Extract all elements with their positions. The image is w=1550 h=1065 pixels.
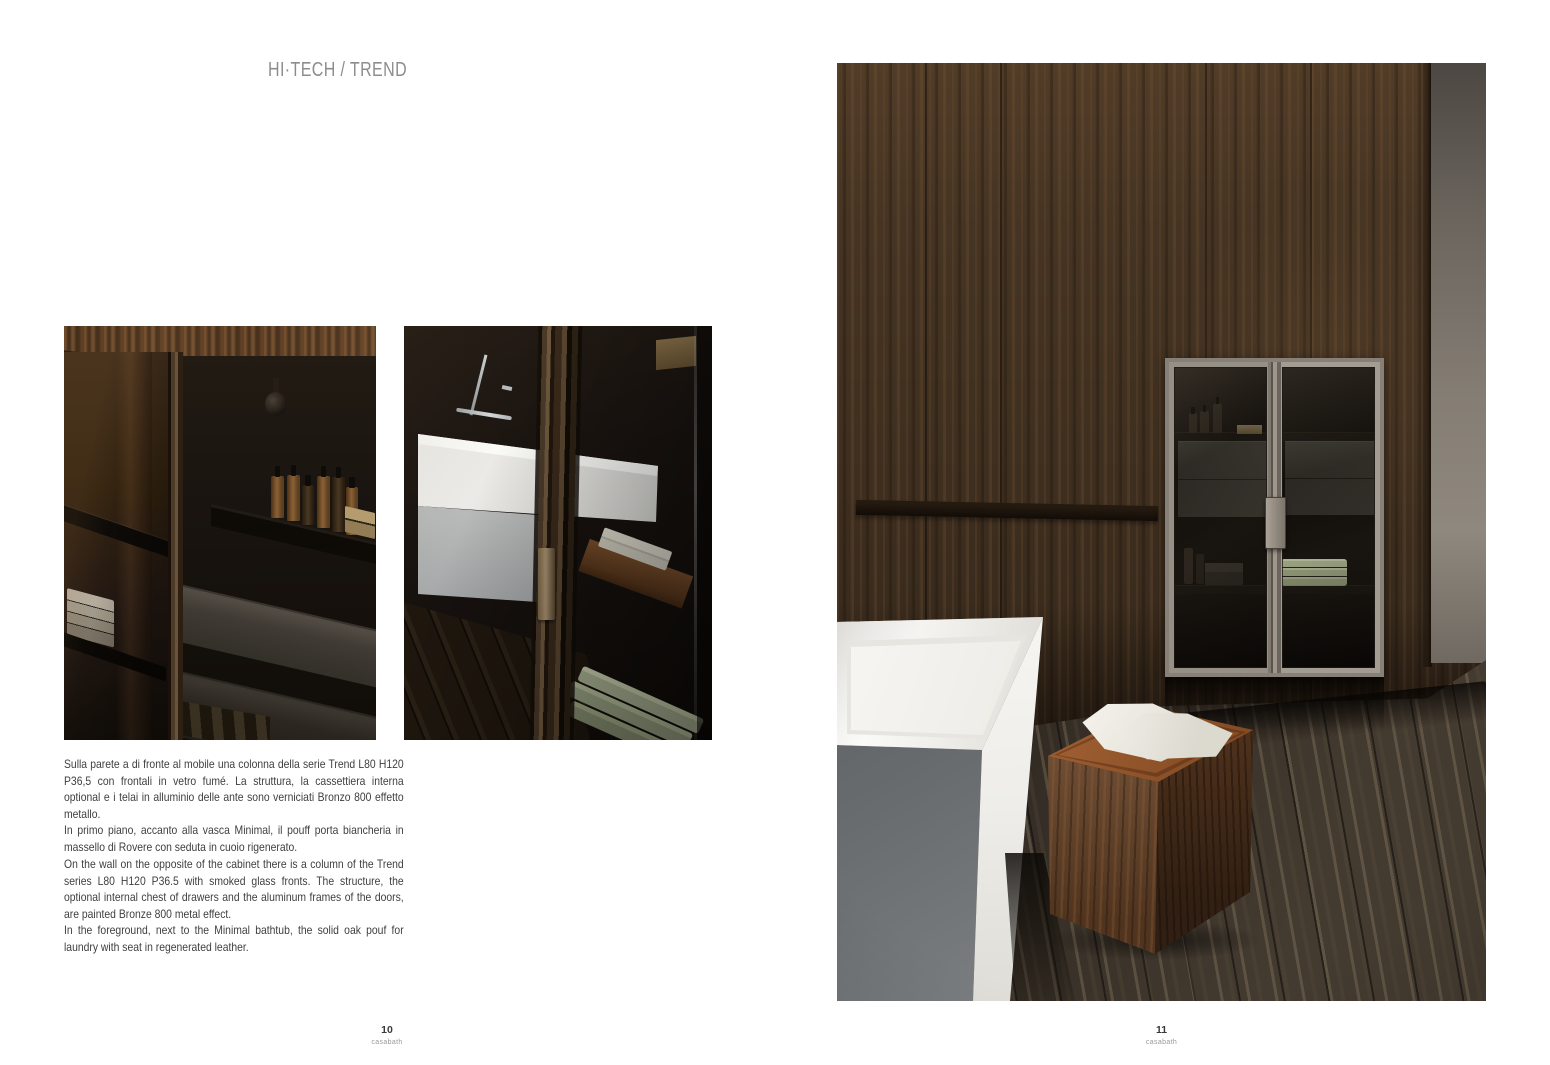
footer-right <box>837 1024 1486 1047</box>
page-number-left: 10 <box>381 1024 393 1036</box>
photo-bathroom-scene <box>837 63 1486 1001</box>
page-number-right: 11 <box>1155 1024 1168 1036</box>
caption-english <box>64 856 404 956</box>
caption-italian-para1: Sulla parete a di fronte al mobile una colonna della serie Trend L80 H120 P36,5 con frontali in vetro fumé. La struttura, la cassettiera interna optional e i telai in alluminio delle ante sono verniciati Bronzo 800 effetto metallo. <box>64 757 404 821</box>
page-title: HI·TECH / TREND <box>268 59 408 81</box>
brand-left: casabath <box>371 1039 403 1046</box>
caption-italian-para2: In primo piano, accanto alla vasca Minimal, il pouff porta biancheria in massello di Rovere con seduta in cuoio rigenerato. <box>64 823 404 854</box>
photo-vignette <box>64 326 376 740</box>
glass-tint <box>404 326 712 740</box>
caption-english-para1: On the wall on the opposite of the cabinet there is a column of the Trend series L80 H120 P36.5 with smoked glass fronts. The structure, the optional internal chest of drawers and the aluminum frames of the doors, are painted Bronze 800 metal effect. <box>64 857 404 921</box>
photo-bathtub-through-glass <box>404 326 712 740</box>
caption-english-para2: In the foreground, next to the Minimal bathtub, the solid oak pouf for laundry with seat in regenerated leather. <box>64 923 404 954</box>
brand-right: casabath <box>1145 1039 1178 1046</box>
caption-italian <box>64 756 404 856</box>
footer-left <box>64 1024 710 1047</box>
photo-vignette <box>837 63 1486 1001</box>
photo-cabinet-interior <box>64 326 376 740</box>
